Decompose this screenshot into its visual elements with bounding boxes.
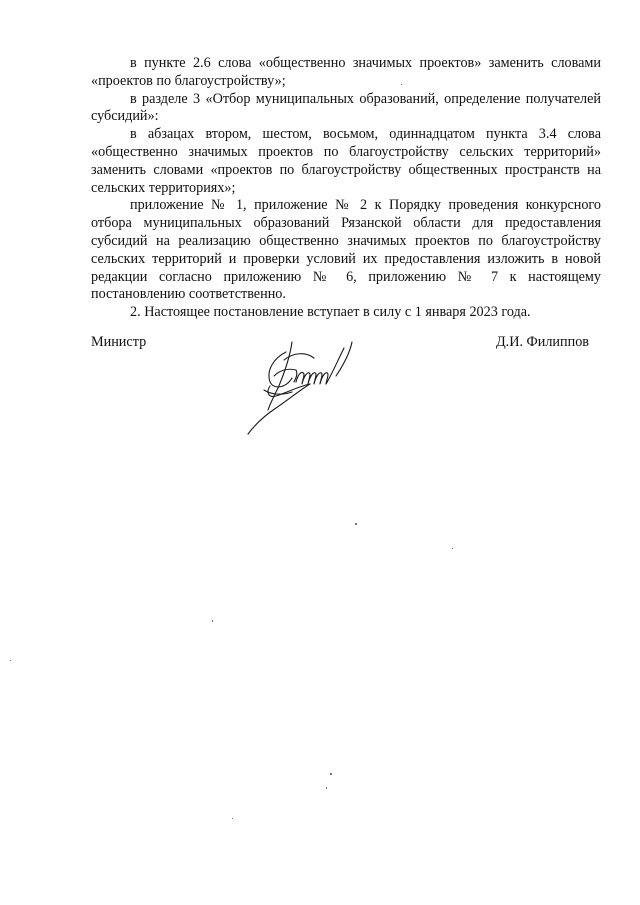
paragraph-effective-date: 2. Настоящее постановление вступает в силу с 1 января 2023 года. xyxy=(130,304,531,321)
paragraph-item-2-6: в пункте 2.6 слова «общественно значимых проектов» заменить словами «проектов по благоустройству»; xyxy=(91,55,601,89)
scan-speck xyxy=(330,773,332,775)
signatory-name: Д.И. Филиппов xyxy=(495,334,589,350)
scan-speck xyxy=(401,84,402,85)
document-body xyxy=(91,55,601,322)
scan-speck xyxy=(326,787,327,789)
signatory-title: Министр xyxy=(91,334,147,350)
paragraph-item-3-4: в абзацах втором, шестом, восьмом, одиннадцатом пункта 3.4 слова «общественно значимых проектов по благоустройству сельских территорий» заменить словами «проектов по благоустройству общественных пространств на сельских территориях»; xyxy=(91,126,601,196)
scan-speck xyxy=(10,660,11,661)
scan-speck xyxy=(355,523,357,525)
scan-speck xyxy=(452,548,453,549)
scan-speck xyxy=(232,818,233,819)
scan-speck xyxy=(212,620,213,622)
handwritten-signature xyxy=(240,330,380,440)
paragraph-appendices: приложение № 1, приложение № 2 к Порядку проведения конкурсного отбора муниципальных образований Рязанской области для предоставления субсидий на реализацию общественно значимых проектов по благоустройству сельских территорий и проверки условий их предоставления изложить в новой редакции согласно приложению № 6, приложению № 7 к настоящему постановлению соответственно. xyxy=(91,197,601,303)
paragraph-section-3: в разделе 3 «Отбор муниципальных образований, определение получателей субсидий»: xyxy=(91,90,601,125)
